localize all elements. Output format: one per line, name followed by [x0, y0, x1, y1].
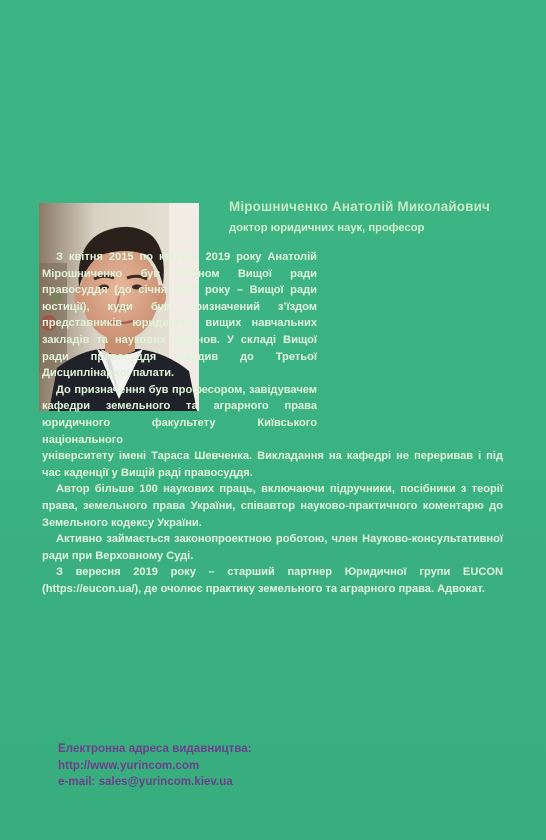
bio-paragraph-5: З вересня 2019 року – старший партнер Юридичної групи EUCON (https://eucon.ua/), де очолює практику земельного та аграрного права. Адвокат.	[42, 566, 503, 595]
bio-paragraph-1: З квітня 2015 по квітень 2019 року Анатолій Мірошниченко був членом Вищої ради правосуддя (до січня 2017 року – Вищої ради юстиції), куди був призначений з’їздом представників юридичних вищих навчальних закладів та наукових установ. У складі Вищої ради правосуддя входив до Третьої Дисциплінарної палати.	[42, 251, 317, 380]
publisher-heading: Електронна адреса видавництва:	[58, 742, 252, 755]
publisher-contacts	[58, 741, 358, 791]
author-name: Мірошниченко Анатолій Миколайович	[229, 199, 491, 214]
bio-paragraph-4: Активно займається законопроектною роботою, член Науково-консультативної ради при Верховному Суді.	[42, 533, 503, 562]
publisher-email-link[interactable]: e-mail: sales@yurincom.kiev.ua	[58, 775, 233, 788]
bio-paragraph-2-part-2: університету імені Тараса Шевченка. Викладання на кафедрі не переривав і під час каденції у Вищій раді правосуддя.	[42, 450, 503, 479]
bio-paragraph-2-part-1: До призначення був професором, завідувачем кафедри земельного та аграрного права юридичного факультету Київського національного	[42, 383, 317, 446]
author-biography	[42, 249, 503, 597]
bio-paragraph-3: Автор більше 100 наукових праць, включаючи підручники, посібники з теорії права, земельного права України, співавтор науково-практичного коментарю до Земельного кодексу України.	[42, 483, 503, 529]
author-degree: доктор юридичних наук, професор	[229, 222, 425, 234]
publisher-website-link[interactable]: http://www.yurincom.com	[58, 758, 200, 772]
